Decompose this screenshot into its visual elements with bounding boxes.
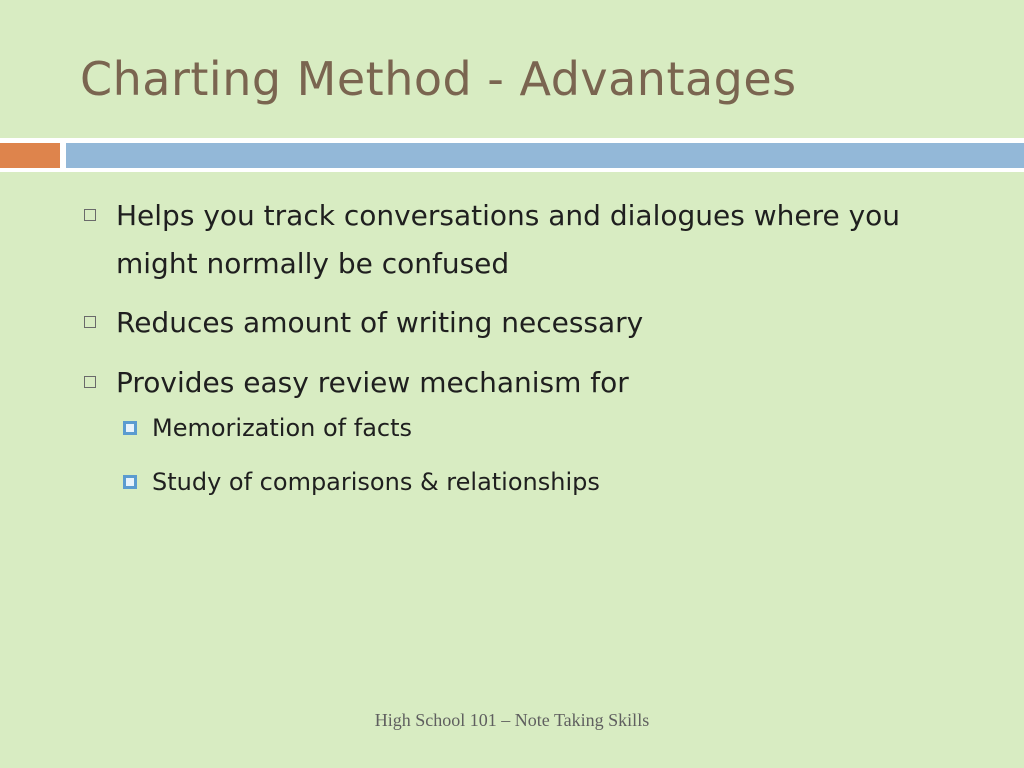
slide-title: Charting Method - Advantages [80,52,797,106]
filled-square-bullet-icon [123,421,137,435]
bullet-item [0,359,976,407]
bullet-text: Helps you track conversations and dialogues where you might normally be confused [116,199,901,280]
hollow-square-bullet-icon [84,316,96,328]
sub-bullet-text: Memorization of facts [152,414,413,442]
bullet-item [0,192,976,288]
hollow-square-bullet-icon [84,376,96,388]
slide-footer: High School 101 – Note Taking Skills [374,710,650,730]
filled-square-bullet-icon [123,475,137,489]
accent-bar-orange [0,143,60,168]
bullet-item [0,299,976,347]
sub-bullet-text: Study of comparisons & relationships [152,468,600,496]
sub-bullet-item [0,463,972,501]
bullet-text: Reduces amount of writing necessary [116,306,644,339]
bullet-list [0,192,1024,517]
accent-bar-blue [66,143,1024,168]
bullet-text: Provides easy review mechanism for [116,366,629,399]
hollow-square-bullet-icon [84,209,96,221]
sub-bullet-item [0,409,972,447]
